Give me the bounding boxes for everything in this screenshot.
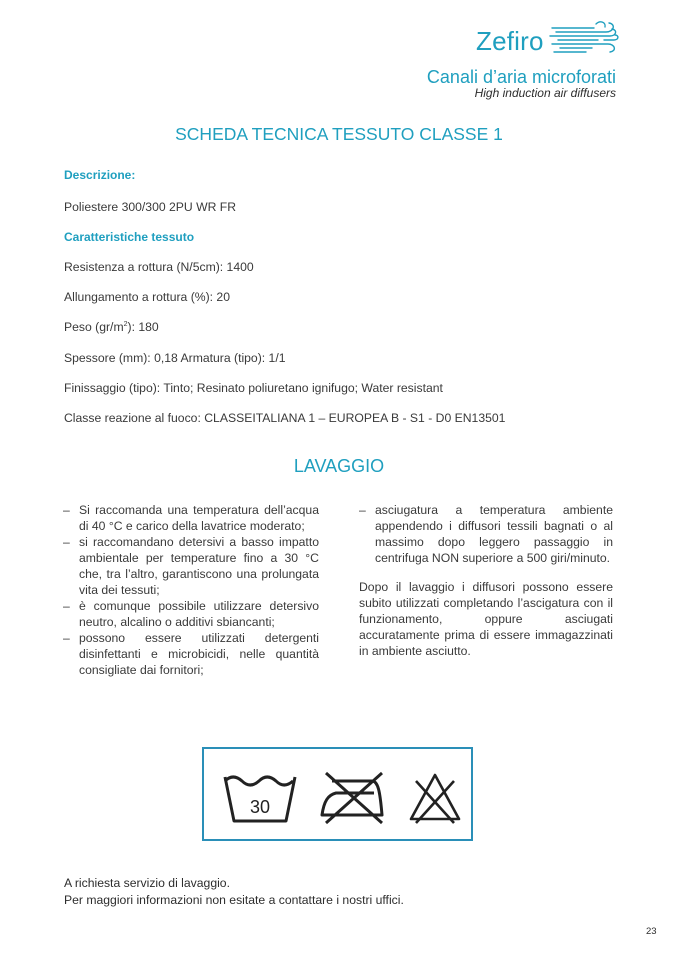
description-label: Descrizione: <box>64 168 136 182</box>
footer-line-2: Per maggiori informazioni non esitate a contattare i nostri uffici. <box>64 893 404 907</box>
washing-right-column <box>359 502 613 659</box>
list-item: – si raccomandano detersivi a basso impatto ambientale per temperature fino a 30 °C che, tra l’altro, garantiscono una prolungata vita dei tessuti; <box>63 534 319 598</box>
washing-title: LAVAGGIO <box>293 456 385 476</box>
page-number: 23 <box>646 926 657 937</box>
spec-weight-prefix: Peso (gr/m <box>64 320 124 334</box>
no-bleach-icon <box>408 771 462 825</box>
tagline: Canali d’aria microforati <box>426 67 616 87</box>
spec-weight-sup: 2 <box>123 320 128 328</box>
care-symbols-box <box>202 747 473 841</box>
spec-breaking-strength: Resistenza a rottura (N/5cm): 1400 <box>64 260 254 274</box>
wash-30-icon <box>222 771 298 827</box>
spec-weight-suffix: ): 180 <box>127 320 159 334</box>
spec-weight <box>64 320 159 334</box>
list-item: – è comunque possibile utilizzare detersivo neutro, alcalino o additivi sbiancanti; <box>63 598 319 630</box>
features-label: Caratteristiche tessuto <box>64 230 195 244</box>
air-waves-logo-icon <box>548 18 622 58</box>
list-item: – Si raccomanda una temperatura dell’acqua di 40 °C e carico della lavatrice moderato; <box>63 502 319 534</box>
footer-line-1: A richiesta servizio di lavaggio. <box>64 876 230 890</box>
washing-left-column <box>63 502 319 678</box>
spec-finishing: Finissaggio (tipo): Tinto; Resinato poliuretano ignifugo; Water resistant <box>64 381 443 395</box>
spec-fire-class: Classe reazione al fuoco: CLASSEITALIANA 1 – EUROPEA B - S1 - D0 EN13501 <box>64 411 506 425</box>
page-title: SCHEDA TECNICA TESSUTO CLASSE 1 <box>175 124 503 144</box>
list-item: – asciugatura a temperatura ambiente appendendo i diffusori tessili bagnati o al massimo dopo leggero passaggio in centrifuga NON superiore a 500 giri/minuto. <box>359 502 613 566</box>
list-item: – possono essere utilizzati detergenti disinfettanti e microbicidi, nelle quantità consigliate dai fornitori; <box>63 630 319 678</box>
subtagline: High induction air diffusers <box>474 86 616 100</box>
wash-temp-label: 30 <box>249 797 271 817</box>
spec-elongation: Allungamento a rottura (%): 20 <box>64 290 230 304</box>
no-iron-icon <box>318 771 388 825</box>
washing-paragraph: Dopo il lavaggio i diffusori possono essere subito utilizzati completando l’ascigatura con il funzionamento, oppure asciugati accuratamente prima di essere immagazzinati in ambiente asciutto. <box>359 580 613 658</box>
spec-thickness: Spessore (mm): 0,18 Armatura (tipo): 1/1 <box>64 351 286 365</box>
brand-name: Zefiro <box>476 26 544 56</box>
description-value: Poliestere 300/300 2PU WR FR <box>64 200 237 214</box>
